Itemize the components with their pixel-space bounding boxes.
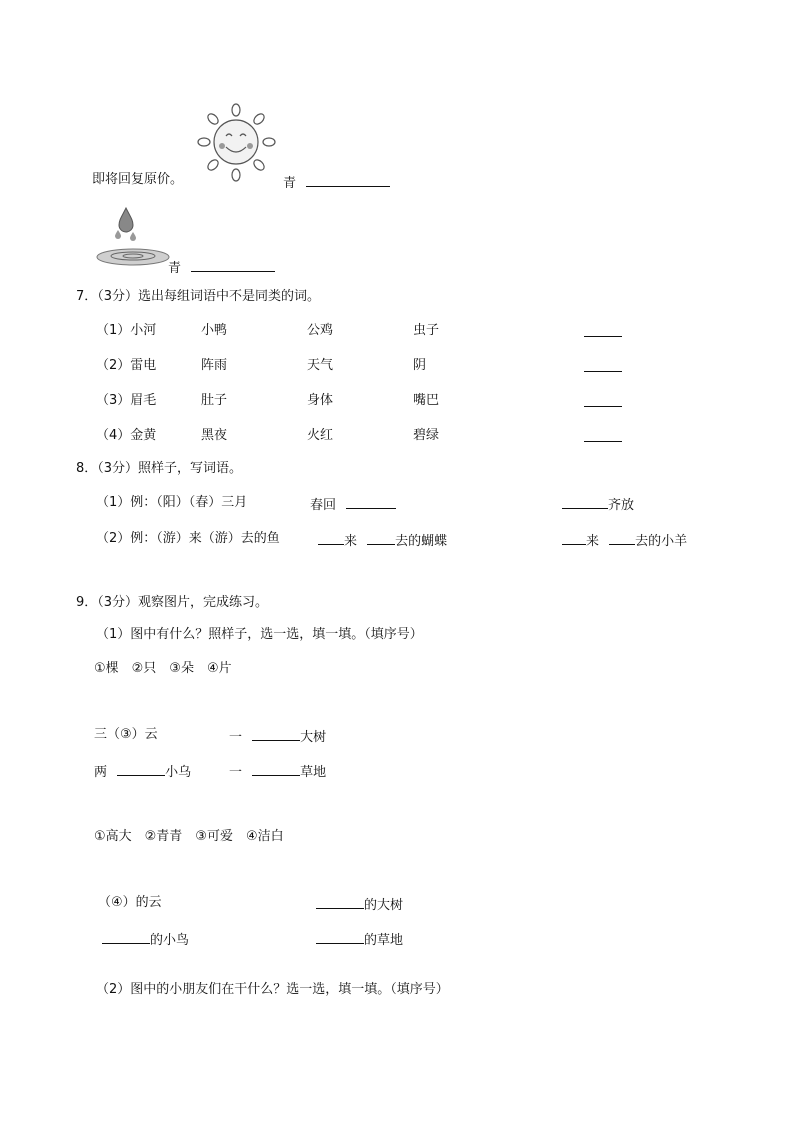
q9-title: 9．（3分）观察图片，完成练习。 <box>76 595 269 610</box>
q7-row-4-word: 黑夜 <box>201 428 228 443</box>
q9-r1-right <box>229 726 326 747</box>
q7-row-4-word: 火红 <box>307 428 334 443</box>
answer-blank[interactable] <box>562 494 608 509</box>
q7-row-3-word: 肚子 <box>201 393 228 408</box>
word-xiaoniao: 小乌 <box>165 765 192 780</box>
q8-row-2-b <box>318 530 447 551</box>
answer-blank[interactable] <box>117 761 165 776</box>
q9-sub1: （1）图中有什么？照样子，选一选，填一填。（填序号） <box>96 627 423 642</box>
q8-row-1-example: （1）例：（阳）（春）三月 <box>96 495 248 510</box>
q9-r3-right <box>316 894 403 915</box>
answer-blank[interactable] <box>252 726 300 741</box>
answer-blank[interactable] <box>306 172 390 187</box>
answer-blank[interactable] <box>316 929 364 944</box>
q7-row-1-no: （1）小河 <box>96 323 157 338</box>
answer-blank[interactable] <box>316 894 364 909</box>
answer-blank[interactable] <box>562 530 586 545</box>
water-drop-icon <box>95 206 175 268</box>
word-lai: 来 <box>344 534 358 549</box>
q9-options-2: ①高大 ②青青 ③可爱 ④洁白 <box>94 829 284 844</box>
blank-prefix: 青 <box>168 261 182 276</box>
q7-row-1-answer[interactable] <box>584 322 622 343</box>
water-answer <box>168 257 275 278</box>
answer-blank[interactable] <box>102 929 150 944</box>
q7-row-4-word: 碧绿 <box>413 428 440 443</box>
q8-row-1-b <box>310 494 396 515</box>
sun-answer <box>283 172 390 193</box>
blank-prefix: 青 <box>283 176 297 191</box>
q9-r1-left: 三（③）云 <box>94 727 158 742</box>
q9-sub2: （2）图中的小朋友们在干什么？选一选，填一填。（填序号） <box>96 982 449 997</box>
q8-row-1-c <box>562 494 634 515</box>
q9-r4-left <box>102 929 189 950</box>
q8-title: 8．（3分）照样子，写词语。 <box>76 461 243 476</box>
q7-row-3-no: （3）眉毛 <box>96 393 157 408</box>
q7-row-2-answer[interactable] <box>584 357 622 378</box>
word-yi: 一 <box>229 730 243 745</box>
q9-r2-right <box>229 761 326 782</box>
answer-blank[interactable] <box>191 257 275 272</box>
q7-row-2-word: 天气 <box>307 358 334 373</box>
q7-row-2-word: 阵雨 <box>201 358 228 373</box>
q9-options-1: ①棵 ②只 ③朵 ④片 <box>94 661 232 676</box>
word-liang: 两 <box>94 765 108 780</box>
q7-row-1-word: 虫子 <box>413 323 440 338</box>
q7-row-4-no: （4）金黄 <box>96 428 157 443</box>
q7-row-3-answer[interactable] <box>584 392 622 413</box>
word-prefix: 春回 <box>310 498 337 513</box>
q7-title: 7．（3分）选出每组词语中不是同类的词。 <box>76 289 321 304</box>
q8-row-2-example: （2）例：（游）来（游）去的鱼 <box>96 531 280 546</box>
q9-r4-right <box>316 929 403 950</box>
q7-row-2-word: 阴 <box>413 358 427 373</box>
sun-icon <box>196 102 280 182</box>
q9-r2-left <box>94 761 191 782</box>
word-suffix: 齐放 <box>608 498 635 513</box>
word-yi: 一 <box>229 765 243 780</box>
q7-row-4-answer[interactable] <box>584 427 622 448</box>
q7-row-1-word: 小鸭 <box>201 323 228 338</box>
word-dexiaoniao: 的小鸟 <box>150 933 190 948</box>
word-dedashu: 的大树 <box>364 898 404 913</box>
q7-row-2-no: （2）雷电 <box>96 358 157 373</box>
word-caodi: 草地 <box>300 765 327 780</box>
answer-blank[interactable] <box>346 494 396 509</box>
word-lai: 来 <box>586 534 600 549</box>
q9-r3-left: （④）的云 <box>98 895 162 910</box>
answer-blank[interactable] <box>609 530 635 545</box>
word-decaodi: 的草地 <box>364 933 404 948</box>
q7-row-3-word: 身体 <box>307 393 334 408</box>
word-qu: 去的小羊 <box>635 534 688 549</box>
intro-text: 即将回复原价。 <box>92 172 184 187</box>
q7-row-1-word: 公鸡 <box>307 323 334 338</box>
word-dashu: 大树 <box>300 730 327 745</box>
word-qu: 去的蝴蝶 <box>395 534 448 549</box>
answer-blank[interactable] <box>252 761 300 776</box>
answer-blank[interactable] <box>367 530 395 545</box>
answer-blank[interactable] <box>318 530 344 545</box>
q7-row-3-word: 嘴巴 <box>413 393 440 408</box>
q8-row-2-c <box>562 530 687 551</box>
